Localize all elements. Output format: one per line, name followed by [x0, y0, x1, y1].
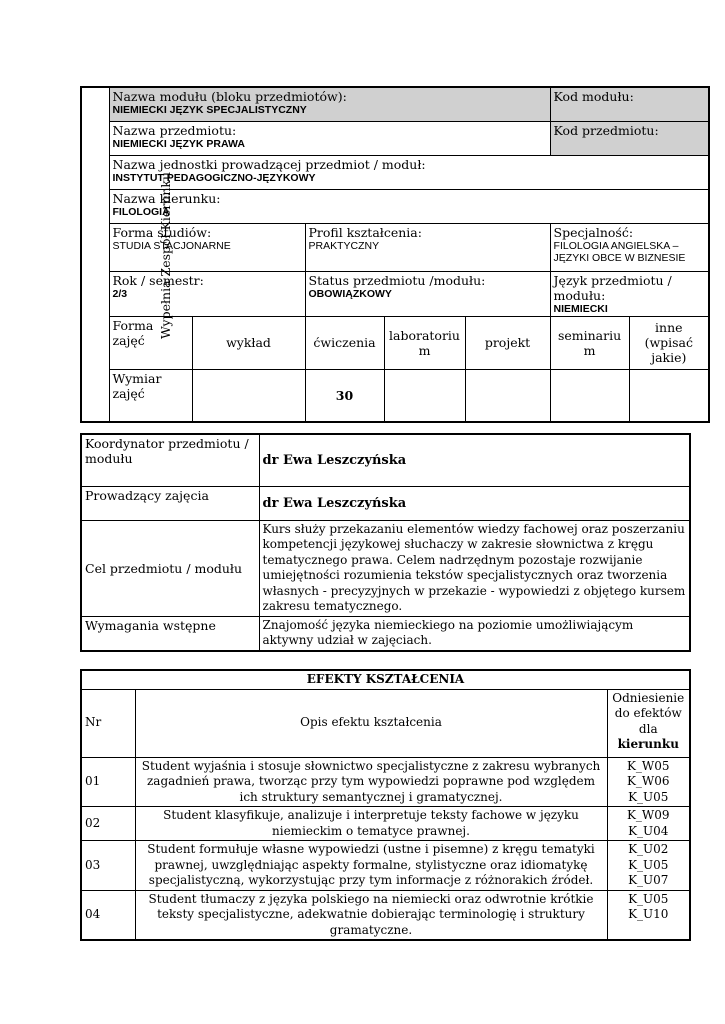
- effects-table: [80, 669, 691, 941]
- unit-cell: [109, 155, 709, 189]
- specialty-value-2: JĘZYKI OBCE W BIZNESIE: [553, 251, 686, 264]
- specialty-value-1: FILOLOGIA ANGIELSKA –: [553, 239, 679, 252]
- row-ref: K_W05 K_W06 K_U05: [607, 757, 690, 807]
- specialty-label: Specjalność:: [553, 224, 634, 240]
- requirements-label: Wymagania wstępne: [81, 616, 259, 651]
- profile-value: PRAKTYCZNY: [308, 239, 380, 252]
- unit-value: INSTYTUT PEDAGOGICZNO-JĘZYKOWY: [112, 171, 316, 184]
- row-ref: K_U02 K_U05 K_U07: [607, 841, 690, 891]
- row-desc: Student tłumaczy z języka polskiego na niemiecki oraz odwrotnie krótkie teksty specjalistyczne, adekwatnie dobierając terminologię i struktury gramatyczne.: [135, 890, 607, 940]
- hours-other: [629, 369, 709, 422]
- hours-laboratory: [384, 369, 465, 422]
- language-label: Język przedmiotu / modułu:: [553, 272, 672, 303]
- module-table: [80, 86, 710, 423]
- form-label-2: zajęć: [112, 332, 145, 348]
- study-form-cell: [109, 223, 305, 271]
- subject-name-value: NIEMIECKI JĘZYK PRAWA: [112, 137, 245, 150]
- table-row: [81, 890, 690, 940]
- hours-seminar: [550, 369, 629, 422]
- col-ref-text: Odniesienie do efektów dla: [612, 690, 685, 736]
- class-type-exercises: ćwiczenia: [305, 316, 384, 369]
- year-value: 2/3: [112, 287, 128, 300]
- hours-lecture: [192, 369, 305, 422]
- module-name-value: NIEMIECKI JĘZYK SPECJALISTYCZNY: [112, 104, 307, 116]
- row-ref: K_U05 K_U10: [607, 890, 690, 940]
- side-label: Wypełnia Zespół Kierunku: [158, 171, 174, 340]
- year-label: Rok / semestr:: [112, 272, 204, 288]
- teacher-value: dr Ewa Leszczyńska: [259, 486, 690, 520]
- col-ref-bold: kierunku: [617, 737, 679, 751]
- info-table: [80, 433, 691, 652]
- module-name-cell: [109, 87, 550, 121]
- row-nr: 03: [81, 841, 135, 891]
- specialty-cell: [550, 223, 709, 271]
- profile-cell: [305, 223, 550, 271]
- subject-code-cell: [550, 121, 709, 155]
- subject-code-label: Kod przedmiotu:: [553, 122, 659, 138]
- table-row: [81, 807, 690, 841]
- goal-value: Kurs służy przekazaniu elementów wiedzy fachowej oraz poszerzaniu kompetencji językowej słuchaczy w zakresie słownictwa z kręgu tematycznego prawa. Celem nadrzędnym pozostaje rozwijanie umiejętności rozumienia tekstów specjalistycznych oraz tworzenia własnych - precyzyjnych w przekazie - wypowiedzi z objętego kursem zakresu tematycznego.: [259, 520, 690, 616]
- row-nr: 02: [81, 807, 135, 841]
- hours-project: [465, 369, 550, 422]
- requirements-value: Znajomość języka niemieckiego na poziomie umożliwiającym aktywny udział w zajęciach.: [259, 616, 690, 651]
- subject-name-label: Nazwa przedmiotu:: [112, 122, 237, 138]
- class-type-lecture: wykład: [192, 316, 305, 369]
- col-desc-header: Opis efektu kształcenia: [135, 689, 607, 757]
- year-cell: [109, 271, 305, 316]
- hours-label-1: Wymiar: [112, 370, 162, 386]
- class-type-project: projekt: [465, 316, 550, 369]
- profile-label: Profil kształcenia:: [308, 224, 422, 240]
- class-type-laboratory: laboratoriu m: [384, 316, 465, 369]
- class-type-seminar: seminariu m: [550, 316, 629, 369]
- language-value: NIEMIECKI: [553, 302, 608, 315]
- table-row: [81, 757, 690, 807]
- hours-label-2: zajęć: [112, 385, 145, 401]
- form-label-cell: [109, 316, 192, 369]
- module-code-label: Kod modułu:: [553, 89, 634, 104]
- row-nr: 04: [81, 890, 135, 940]
- coordinator-label: Koordynator przedmiotu / modułu: [81, 434, 259, 486]
- row-nr: 01: [81, 757, 135, 807]
- teacher-label: Prowadzący zajęcia: [81, 486, 259, 520]
- hours-exercises: 30: [305, 369, 384, 422]
- table-row: [81, 841, 690, 891]
- status-label: Status przedmiotu /modułu:: [308, 272, 486, 288]
- coordinator-value: dr Ewa Leszczyńska: [259, 434, 690, 486]
- field-label: Nazwa kierunku:: [112, 190, 221, 206]
- study-form-value: STUDIA STACJONARNE: [112, 239, 231, 252]
- status-cell: [305, 271, 550, 316]
- goal-label: Cel przedmiotu / modułu: [81, 520, 259, 616]
- module-code-cell: [550, 87, 709, 121]
- form-label-1: Forma: [112, 317, 154, 333]
- class-type-other: inne (wpisać jakie): [629, 316, 709, 369]
- row-desc: Student wyjaśnia i stosuje słownictwo specjalistyczne z zakresu wybranych zagadnień prawa, tworząc przy tym wypowiedzi poprawne pod względem ich struktury semantycznej i gramatycznej.: [135, 757, 607, 807]
- col-ref-header: [607, 689, 690, 757]
- row-ref: K_W09 K_U04: [607, 807, 690, 841]
- field-cell: [109, 189, 709, 223]
- unit-label: Nazwa jednostki prowadzącej przedmiot / moduł:: [112, 156, 426, 172]
- subject-name-cell: [109, 121, 550, 155]
- field-value: FILOLOGIA: [112, 205, 170, 218]
- module-name-label: Nazwa modułu (bloku przedmiotów):: [112, 89, 347, 104]
- row-desc: Student klasyfikuje, analizuje i interpretuje teksty fachowe w języku niemieckim o tematyce prawnej.: [135, 807, 607, 841]
- effects-title: EFEKTY KSZTAŁCENIA: [81, 670, 690, 689]
- status-value: OBOWIĄZKOWY: [308, 287, 392, 300]
- hours-label-cell: [109, 369, 192, 422]
- language-cell: [550, 271, 709, 316]
- study-form-label: Forma studiów:: [112, 224, 212, 240]
- row-desc: Student formułuje własne wypowiedzi (ustne i pisemne) z kręgu tematyki prawnej, uwzględniając aspekty formalne, stylistyczne oraz idiomatykę specjalistyczną, wykorzystując przy tym informacje z różnorakich źródeł.: [135, 841, 607, 891]
- col-nr-header: Nr: [81, 689, 135, 757]
